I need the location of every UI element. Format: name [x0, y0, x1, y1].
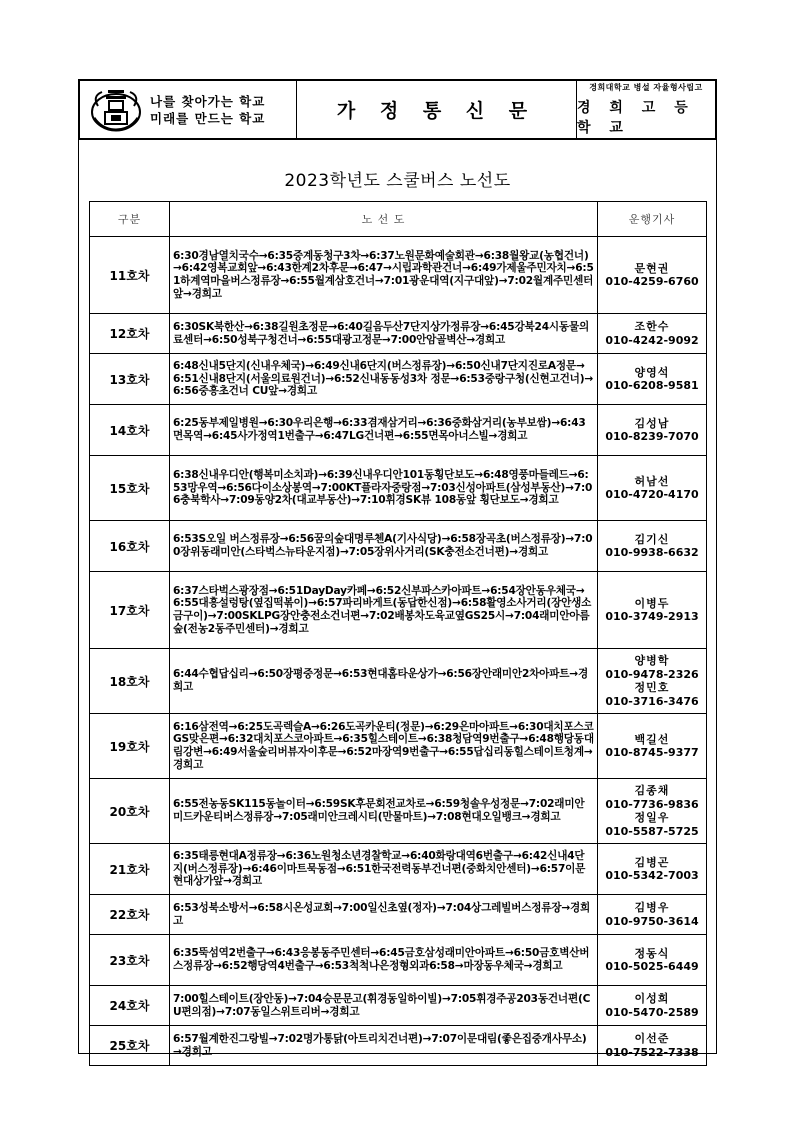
- table-row: [90, 354, 707, 405]
- driver-name: 김병우: [634, 901, 670, 914]
- bus-number-cell: 22호차: [90, 895, 170, 935]
- driver-phone: 010-3749-2913: [605, 610, 699, 623]
- driver-cell: [598, 314, 707, 354]
- route-cell: 6:48신내5단지(신내우체국)→6:49신내6단지(버스정류장)→6:50신내7단지진로A정문→6:51신내8단지(서울의료원건너)→6:52신내동동성3차 정문→6:53중랑구청(신현고건너)→6:56중흥초건너 CU앞→경희고: [170, 354, 598, 405]
- bus-number-cell: 18호차: [90, 649, 170, 714]
- newsletter-header: [78, 79, 717, 140]
- driver-name: 김기신: [634, 532, 670, 546]
- table-row: [90, 456, 707, 521]
- bus-number-cell: 24호차: [90, 986, 170, 1026]
- driver-phone: 010-3716-3476: [605, 694, 699, 708]
- driver-cell: [598, 935, 707, 986]
- driver-phone: 010-4720-4170: [605, 488, 699, 501]
- document-body: [78, 140, 717, 1059]
- bus-number-cell: 13호차: [90, 354, 170, 405]
- route-cell: 6:53성북소방서→6:58시온성교회→7:00일신초옆(정자)→7:04상그레빌버스정류장→경희고: [170, 895, 598, 935]
- driver-phone: 010-4259-6760: [605, 275, 699, 288]
- table-row: [90, 1026, 707, 1066]
- column-header-driver: 운행기사: [598, 202, 707, 237]
- driver-name: 정동식: [634, 946, 670, 960]
- bus-number-cell: 16호차: [90, 521, 170, 572]
- route-cell: 6:57월계한진그랑빌→7:02명가통닭(아트리치건너편)→7:07이문대림(좋은집중개사무소)→경희고: [170, 1026, 598, 1066]
- route-cell: 6:37스타벅스광장점→6:51DayDay카페→6:52신부파스카아파트→6:54장안동우체국→6:55대흥설렁탕(옆집떡볶이)→6:57파리바게트(동답한신점)→6:58활영소사거리(장안생소금구이)→7:00SKLPG장안충전소건너편→7:02배봉차도육교옆GS25시→7:04래미안아름숲(전농2동주민센터)→경희고: [170, 572, 598, 649]
- driver-cell: [598, 895, 707, 935]
- driver-phone: 010-9938-6632: [605, 546, 699, 559]
- driver-cell: [598, 572, 707, 649]
- table-row: [90, 714, 707, 779]
- table-row: [90, 314, 707, 354]
- driver-cell: [598, 354, 707, 405]
- driver-phone: 010-9750-3614: [605, 914, 699, 928]
- driver-name: 이성희: [634, 992, 670, 1005]
- table-row: [90, 572, 707, 649]
- table-row: [90, 935, 707, 986]
- motto-line-2: 미래를 만드는 학교: [150, 110, 266, 126]
- bus-number-cell: 21호차: [90, 844, 170, 895]
- bus-number-cell: 19호차: [90, 714, 170, 779]
- driver-name: 정민호: [634, 681, 670, 694]
- table-row: [90, 521, 707, 572]
- driver-name: 허남선: [634, 474, 670, 488]
- route-cell: 6:30SK북한산→6:38길원초정문→6:40길음두산7단지상가정류장→6:45강북24시동물의료센터→6:50성북구청건너→6:55대광고정문→7:00안암골벽산→경희고: [170, 314, 598, 354]
- route-cell: 6:35뚝섬역2번출구→6:43응봉동주민센터→6:45금호삼성래미안아파트→6:50금호벽산버스정류장→6:52행당역4번출구→6:53척척나은정형외과6:58→마장동우체국→경희고: [170, 935, 598, 986]
- driver-phone: 010-5025-6449: [605, 960, 699, 973]
- header-left: [80, 81, 297, 138]
- driver-cell: [598, 521, 707, 572]
- driver-name: 김종채: [634, 784, 670, 797]
- bus-number-cell: 20호차: [90, 779, 170, 844]
- bus-number-cell: 17호차: [90, 572, 170, 649]
- driver-name: 김성남: [634, 416, 670, 430]
- school-block: [577, 81, 715, 138]
- driver-phone: 010-7522-7338: [605, 1045, 699, 1059]
- bus-route-table: [89, 201, 707, 1066]
- table-header-row: [90, 202, 707, 237]
- route-cell: 6:25동부제일병원→6:30우리은행→6:33겸재삼거리→6:36중화삼거리(농부보쌈)→6:43면목역→6:45사가정역1번출구→6:47LG건너편→6:55면목아너스빌→경희고: [170, 405, 598, 456]
- driver-cell: [598, 1026, 707, 1066]
- column-header-route: 노 선 도: [170, 202, 598, 237]
- driver-phone: 010-4242-9092: [605, 333, 699, 347]
- school-affiliation: 경희대학교 병설 자율형사립고: [589, 83, 703, 92]
- table-row: [90, 986, 707, 1026]
- driver-name: 백길선: [634, 732, 670, 746]
- bus-number-cell: 12호차: [90, 314, 170, 354]
- driver-phone: 010-9478-2326: [605, 667, 699, 681]
- school-name: 경 희 고 등 학 교: [577, 100, 695, 136]
- route-cell: 6:38신내우디안(행복미소치과)→6:39신내우디안101동횡단보도→6:48영풍마들레드→6:53망우역→6:56다이소상봉역→7:00KT플라자중랑점→7:03신성아파트(삼성부동산)→7:06충북학사→7:09동양2차(대교부동산)→7:10휘경SK뷰 108동앞 횡단보도→경희고: [170, 456, 598, 521]
- driver-name: 정일우: [634, 811, 670, 824]
- driver-cell: [598, 649, 707, 714]
- route-cell: 6:35태릉현대A정류장→6:36노원청소년경찰학교→6:40화랑대역6번출구→6:42신내4단지(버스정류장)→6:46이마트묵동점→6:51한국전력동부건너편(중화치안센터)→6:57이문현대상가앞→경희고: [170, 844, 598, 895]
- driver-phone: 010-6208-9581: [605, 379, 699, 392]
- route-cell: 6:53S오일 버스정류장→6:56꿈의숲대명루첸A(기사식당)→6:58장곡초(버스정류장)→7:00장위동래미안(스타벅스뉴타운지점)→7:05장위사거리(SK충전소건너편)→경희고: [170, 521, 598, 572]
- driver-name: 이병두: [634, 596, 670, 610]
- driver-cell: [598, 844, 707, 895]
- table-row: [90, 649, 707, 714]
- newsletter-title: 가 정 통 신 문: [297, 81, 577, 138]
- school-emblem-icon: [88, 86, 144, 134]
- driver-cell: [598, 405, 707, 456]
- page-title: 2023학년도 스쿨버스 노선도: [284, 171, 511, 191]
- bus-number-cell: 23호차: [90, 935, 170, 986]
- route-cell: 6:16삼전역→6:25도곡렉슬A→6:26도곡카운티(정문)→6:29은마아파트→6:30대치포스코GS맞은편→6:32대치포스코아파트→6:35힐스테이트→6:38청담역9번출구→6:48행당동대림강변→6:49서울숲리버뷰자이후문→6:52마장역9번출구→6:55답십리동힐스테이트청계→경희고: [170, 714, 598, 779]
- driver-name: 김병곤: [634, 855, 670, 869]
- motto-line-1: 나를 찾아가는 학교: [150, 93, 266, 109]
- driver-cell: [598, 779, 707, 844]
- driver-name: 양영석: [634, 365, 670, 379]
- route-cell: 6:55전농동SK115동놀이터→6:59SK후문회전교차로→6:59청솔우성정문→7:02래미안미드카운티버스정류장→7:05래미안크레시티(만물마트)→7:08현대오일뱅크→경희고: [170, 779, 598, 844]
- route-cell: 6:30경남열치국수→6:35중계동청구3차→6:37노원문화예술회관→6:38월왕교(농협건너)→6:42영복교회앞→6:43한계2차후문→6:47→시립과학관건너→6:49가제울주민자치→6:51하계역마을버스정류장→6:55월계삼호건너→7:01광운대역(지구대앞)→7:02월계주민센터앞→경희고: [170, 237, 598, 314]
- route-cell: 7:00힐스테이트(장안동)→7:04승문문고(휘경동일하이빌)→7:05휘경주공203동건너편(CU편의점)→7:07동일스위트리버→경희고: [170, 986, 598, 1026]
- driver-phone: 010-8239-7070: [605, 430, 699, 443]
- driver-phone: 010-8745-9377: [605, 746, 699, 759]
- driver-phone: 010-5587-5725: [605, 824, 699, 838]
- column-header-category: 구분: [90, 202, 170, 237]
- table-row: [90, 237, 707, 314]
- bus-number-cell: 25호차: [90, 1026, 170, 1066]
- driver-cell: [598, 986, 707, 1026]
- bus-number-cell: 11호차: [90, 237, 170, 314]
- table-row: [90, 779, 707, 844]
- driver-phone: 010-5470-2589: [605, 1005, 699, 1019]
- driver-name: 문현권: [634, 261, 670, 275]
- table-row: [90, 844, 707, 895]
- driver-name: 양병학: [634, 654, 670, 667]
- driver-phone: 010-7736-9836: [605, 797, 699, 811]
- driver-phone: 010-5342-7003: [605, 869, 699, 882]
- bus-number-cell: 15호차: [90, 456, 170, 521]
- table-row: [90, 405, 707, 456]
- bus-number-cell: 14호차: [90, 405, 170, 456]
- table-row: [90, 895, 707, 935]
- driver-name: 이선준: [634, 1032, 670, 1045]
- driver-cell: [598, 456, 707, 521]
- driver-cell: [598, 237, 707, 314]
- driver-name: 조한수: [634, 320, 670, 333]
- route-cell: 6:44수협답십리→6:50장평중정문→6:53현대홈타운상가→6:56장안래미안2차아파트→경희고: [170, 649, 598, 714]
- driver-cell: [598, 714, 707, 779]
